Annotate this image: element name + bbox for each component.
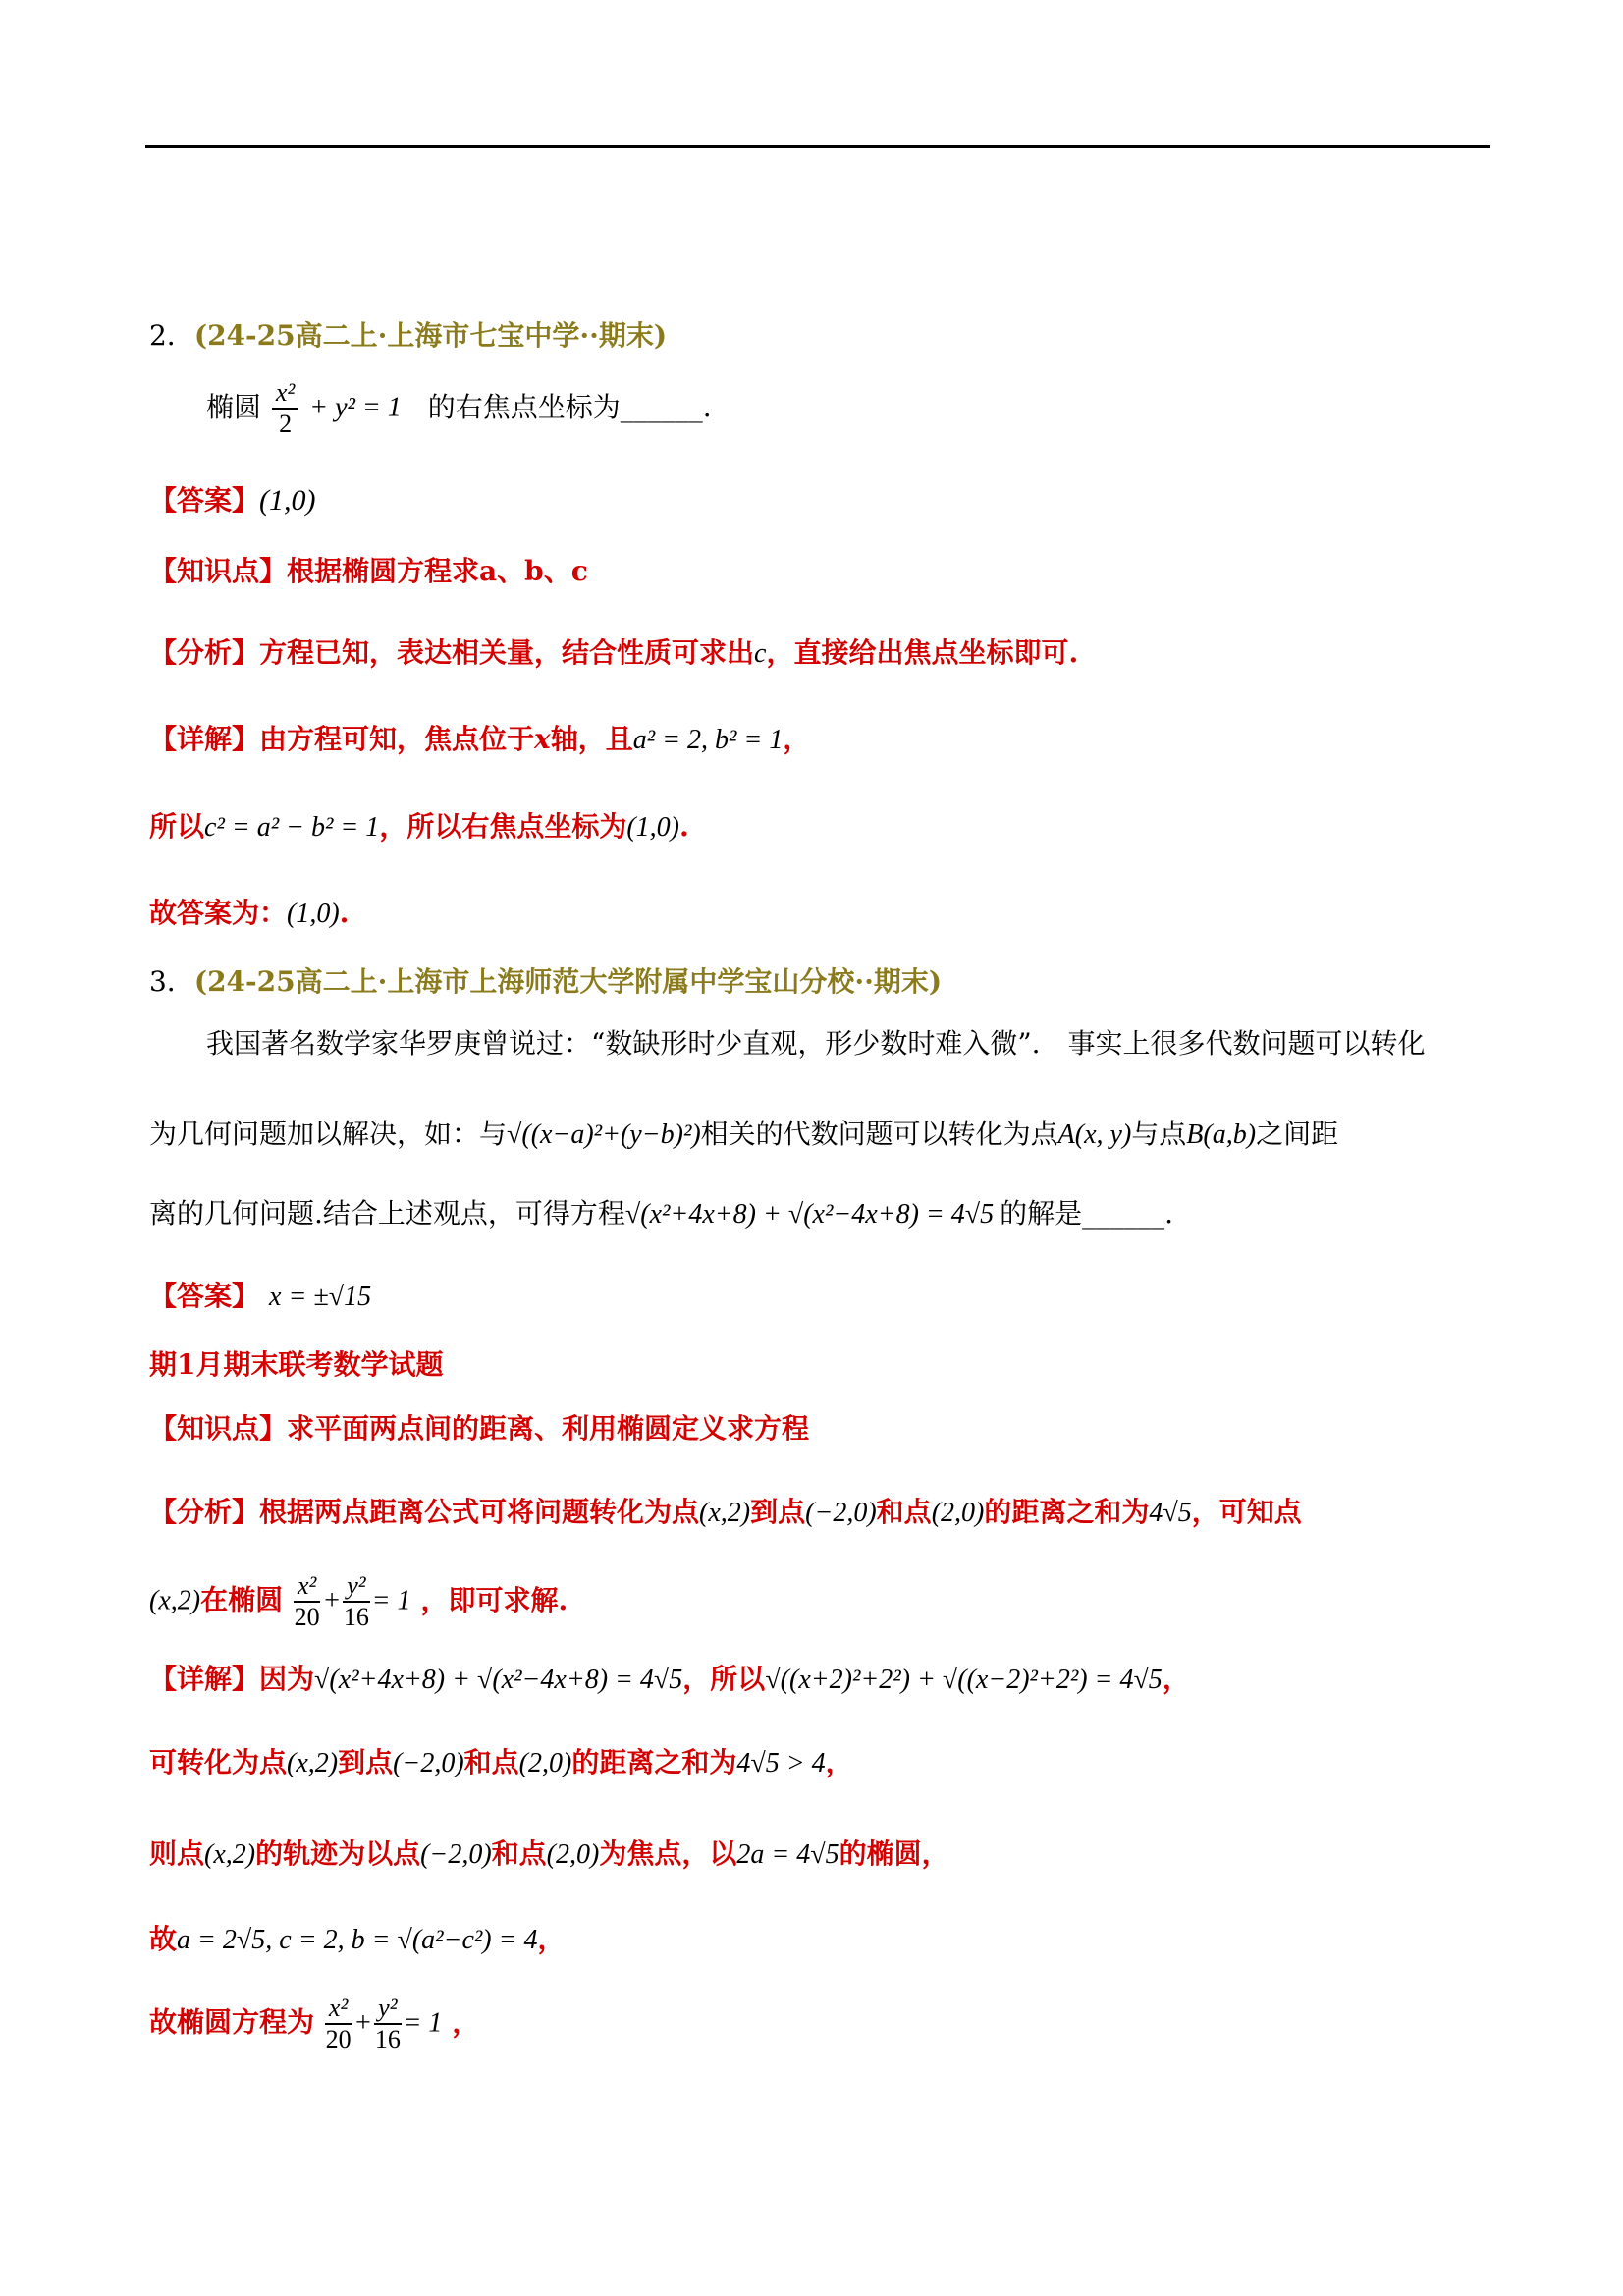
q2-stem-prefix: 椭圆 xyxy=(206,390,262,423)
q3-stem-3: 离的几何问题.结合上述观点，可得方程√(x²+4x+8) + √(x²−4x+8) = 4√5 的解是______. xyxy=(149,1197,1174,1230)
q2-detail-1: 【详解】由方程可知，焦点位于x轴，且a² = 2, b² = 1， xyxy=(149,723,811,755)
q3-analysis-2: (x,2)在椭圆 $\frac{\text{x²}}{20}$ + $\frac{\text{y²}}{16}$ = 1 ，即可求解. xyxy=(149,1571,568,1631)
q3-analysis-1: 【分析】根据两点距离公式可将问题转化为点(x,2)到点(−2,0)和点(2,0)的距离之和为4√5，可知点 xyxy=(149,1496,1302,1528)
q3-detail-2: 可转化为点(x,2)到点(−2,0)和点(2,0)的距离之和为4√5 > 4， xyxy=(149,1746,853,1778)
q3-header: 3．(24-25高二上·上海市上海师范大学附属中学宝山分校··期末) xyxy=(149,965,943,998)
q3-detail-4: 故a = 2√5, c = 2, b = √(a²−c²) = 4， xyxy=(149,1923,566,1955)
q2-analysis: 【分析】方程已知，表达相关量，结合性质可求出c，直接给出焦点坐标即可. xyxy=(149,636,1079,669)
q2-stem xyxy=(149,378,712,439)
q3-extra-line: 期1月期末联考数学试题 xyxy=(149,1348,444,1381)
q2-header xyxy=(149,316,667,355)
q3-stem-2: 为几何问题加以解决，如：与√((x−a)²+(y−b)²)相关的代数问题可以转化为点A(x, y)与点B(a,b)之间距 xyxy=(149,1118,1339,1150)
q2-stem-suffix: 的右焦点坐标为______. xyxy=(427,390,712,423)
q2-final: 故答案为：(1,0). xyxy=(149,897,350,929)
q3-stem-1: 我国著名数学家华罗庚曾说过：“数缺形时少直观，形少数时难入微”. 事实上很多代数问题可以转化 xyxy=(206,1027,1426,1060)
q3-detail-3: 则点(x,2)的轨迹为以点(−2,0)和点(2,0)为焦点，以2a = 4√5的椭圆， xyxy=(149,1837,949,1870)
q3-detail-5: 故椭圆方程为 $\frac{\text{x²}}{20}$ + $\frac{\text{y²}}{16}$ = 1 ， xyxy=(149,1994,480,2053)
q2-ellipse-rest: + y² = 1 xyxy=(309,392,402,423)
q2-number: 2． xyxy=(149,319,194,352)
q3-knowledge: 【知识点】求平面两点间的距离、利用椭圆定义求方程 xyxy=(149,1412,810,1445)
q3-detail-1: 【详解】因为√(x²+4x+8) + √(x²−4x+8) = 4√5，所以√((x+2)²+2²) + √((x−2)²+2²) = 4√5， xyxy=(149,1663,1190,1695)
q3-answer-value: x = ±√15 xyxy=(269,1282,372,1312)
q2-answer: 【答案】(1,0) xyxy=(149,484,316,517)
q2-answer-value: (1,0) xyxy=(259,484,316,517)
q2-source: (24-25高二上·上海市七宝中学··期末) xyxy=(193,319,668,352)
q2-detail-2: 所以c² = a² − b² = 1，所以右焦点坐标为(1,0). xyxy=(149,810,689,843)
q2-knowledge: 【知识点】根据椭圆方程求a、b、c xyxy=(149,555,588,587)
q2-ellipse-fraction: $\frac{\text{x²}}{2}$ xyxy=(272,378,298,439)
q3-source: (24-25高二上·上海市上海师范大学附属中学宝山分校··期末) xyxy=(193,965,943,998)
q3-answer: 【答案】 x = ±√15 xyxy=(149,1280,372,1312)
header-rule xyxy=(145,145,1490,148)
